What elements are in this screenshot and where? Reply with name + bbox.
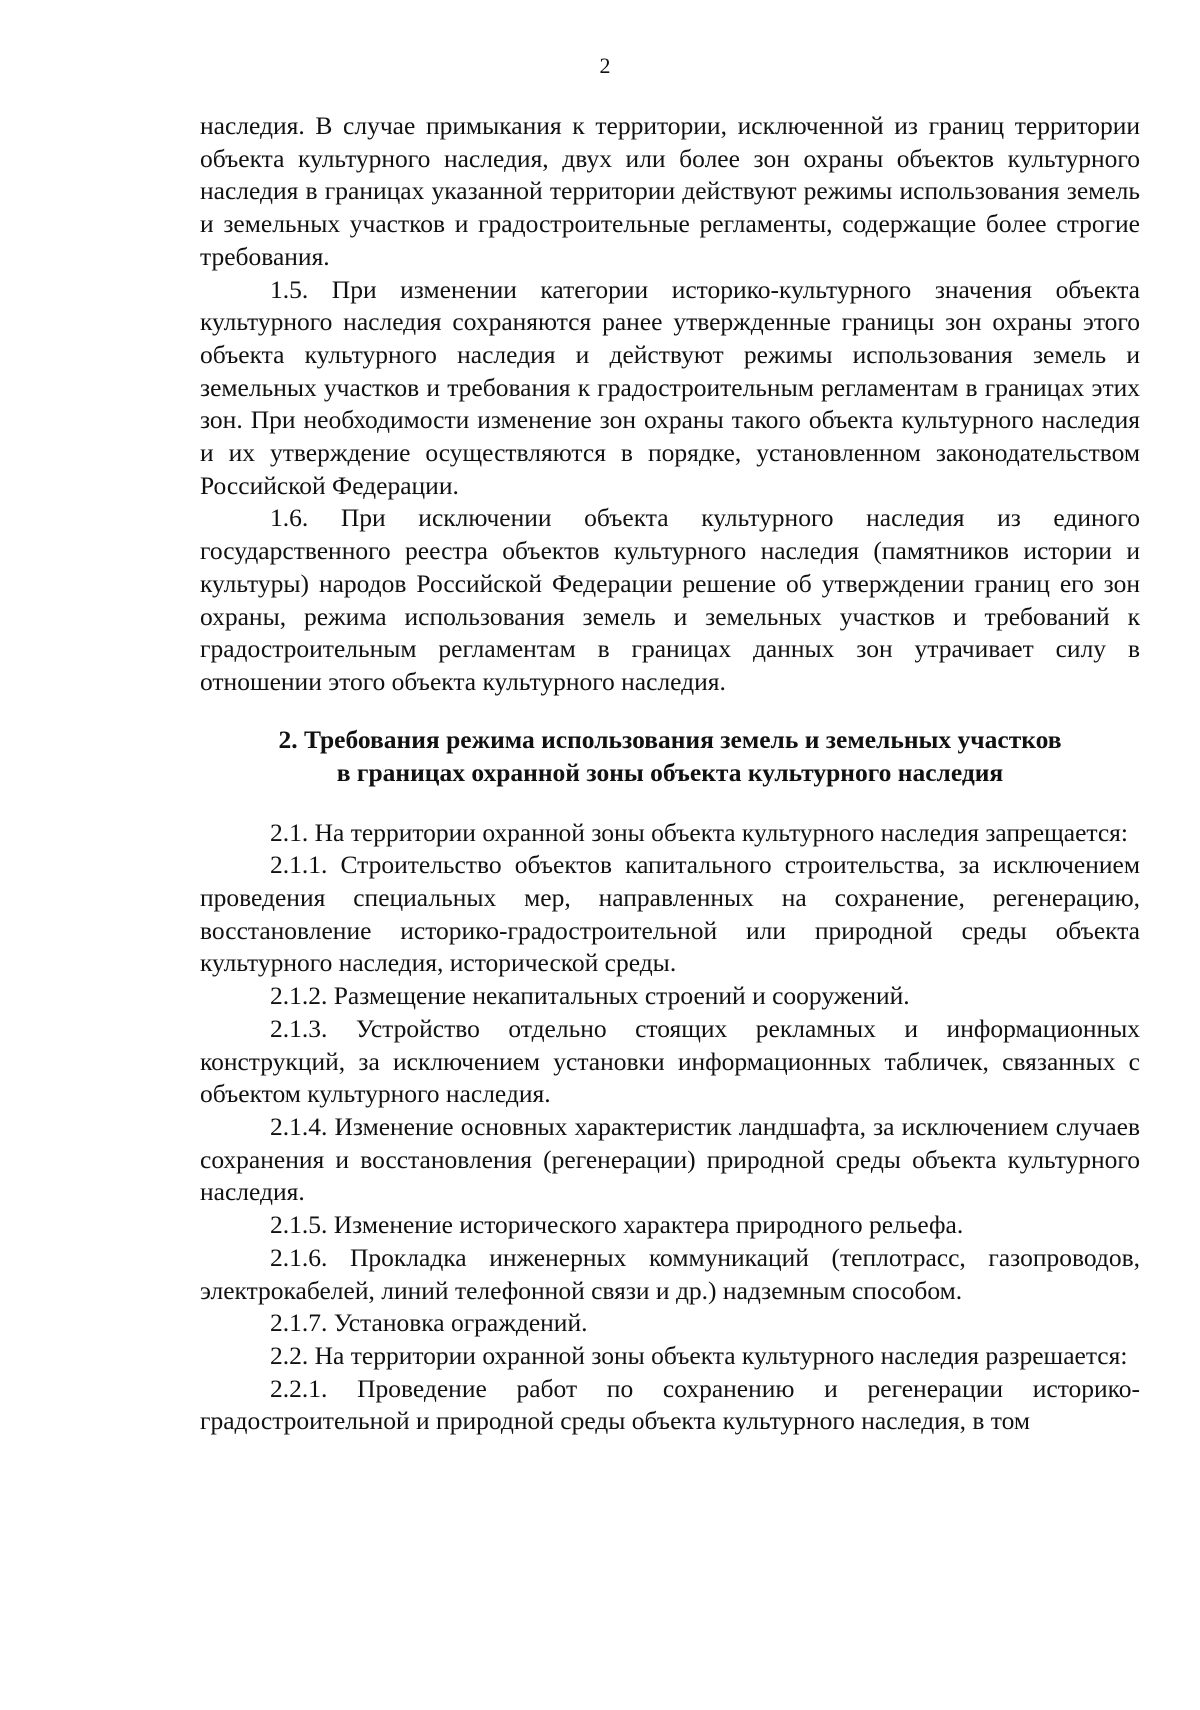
paragraph-2-1-4: 2.1.4. Изменение основных характеристик ландшафта, за исключением случаев сохранения и восстановления (регенерации) природной среды объекта культурного наследия. [200,1111,1140,1207]
paragraph-2-2: 2.2. На территории охранной зоны объекта культурного наследия разрешается: [270,1340,1128,1370]
paragraph-continuation: наследия. В случае примыкания к территории, исключенной из границ территории объекта культурного наследия, двух или более зон охраны объектов культурного наследия в границах указанной территории действуют режимы использования земель и земельных участков и градостроительные регламенты, содержащие более строгие требования. [200,111,1140,271]
paragraph-2-1-6: 2.1.6. Прокладка инженерных коммуникаций (теплотрасс, газопроводов, электрокабелей, линий телефонной связи и др.) надземным способом. [200,1242,1140,1305]
paragraph-1-5: 1.5. При изменении категории историко-культурного значения объекта культурного наследия сохраняются ранее утвержденные границы зон охраны этого объекта культурного наследия и действуют режимы использования земель и земельных участков и требования к градостроительным регламентам в границах этих зон. При необходимости изменение зон охраны такого объекта культурного наследия и их утверждение осуществляются в порядке, установленном законодательством Российской Федерации. [200,274,1140,500]
page-number: 2 [599,53,611,78]
paragraph-2-1-3: 2.1.3. Устройство отдельно стоящих рекламных и информационных конструкций, за исключением установки информационных табличек, связанных с объектом культурного наследия. [200,1013,1140,1109]
section-heading-line-2: в границах охранной зоны объекта культурного наследия [336,757,1004,787]
paragraph-2-1-1: 2.1.1. Строительство объектов капитального строительства, за исключением проведения специальных мер, направленных на сохранение, регенерацию, восстановление историко-градостроительной или природной среды объекта культурного наследия, исторической среды. [200,850,1140,978]
paragraph-2-2-1: 2.2.1. Проведение работ по сохранению и регенерации историко-градостроительной и природной среды объекта культурного наследия, в том [200,1373,1140,1436]
section-heading-line-1: 2. Требования режима использования земель и земельных участков [278,724,1062,754]
document-body [200,110,1140,1438]
paragraph-2-1-5: 2.1.5. Изменение исторического характера природного рельефа. [270,1210,964,1240]
paragraph-1-6: 1.6. При исключении объекта культурного наследия из единого государственного реестра объектов культурного наследия (памятников истории и культуры) народов Российской Федерации решение об утверждении границ его зон охраны, режима использования земель и земельных участков и требований к градостроительным регламентам в границах данных зон утрачивает силу в отношении этого объекта культурного наследия. [200,503,1140,696]
paragraph-2-1-2: 2.1.2. Размещение некапитальных строений и сооружений. [270,981,910,1011]
paragraph-2-1-7: 2.1.7. Установка ограждений. [270,1308,588,1338]
section-heading-2 [200,723,1140,789]
paragraph-2-1: 2.1. На территории охранной зоны объекта культурного наследия запрещается: [270,817,1128,847]
